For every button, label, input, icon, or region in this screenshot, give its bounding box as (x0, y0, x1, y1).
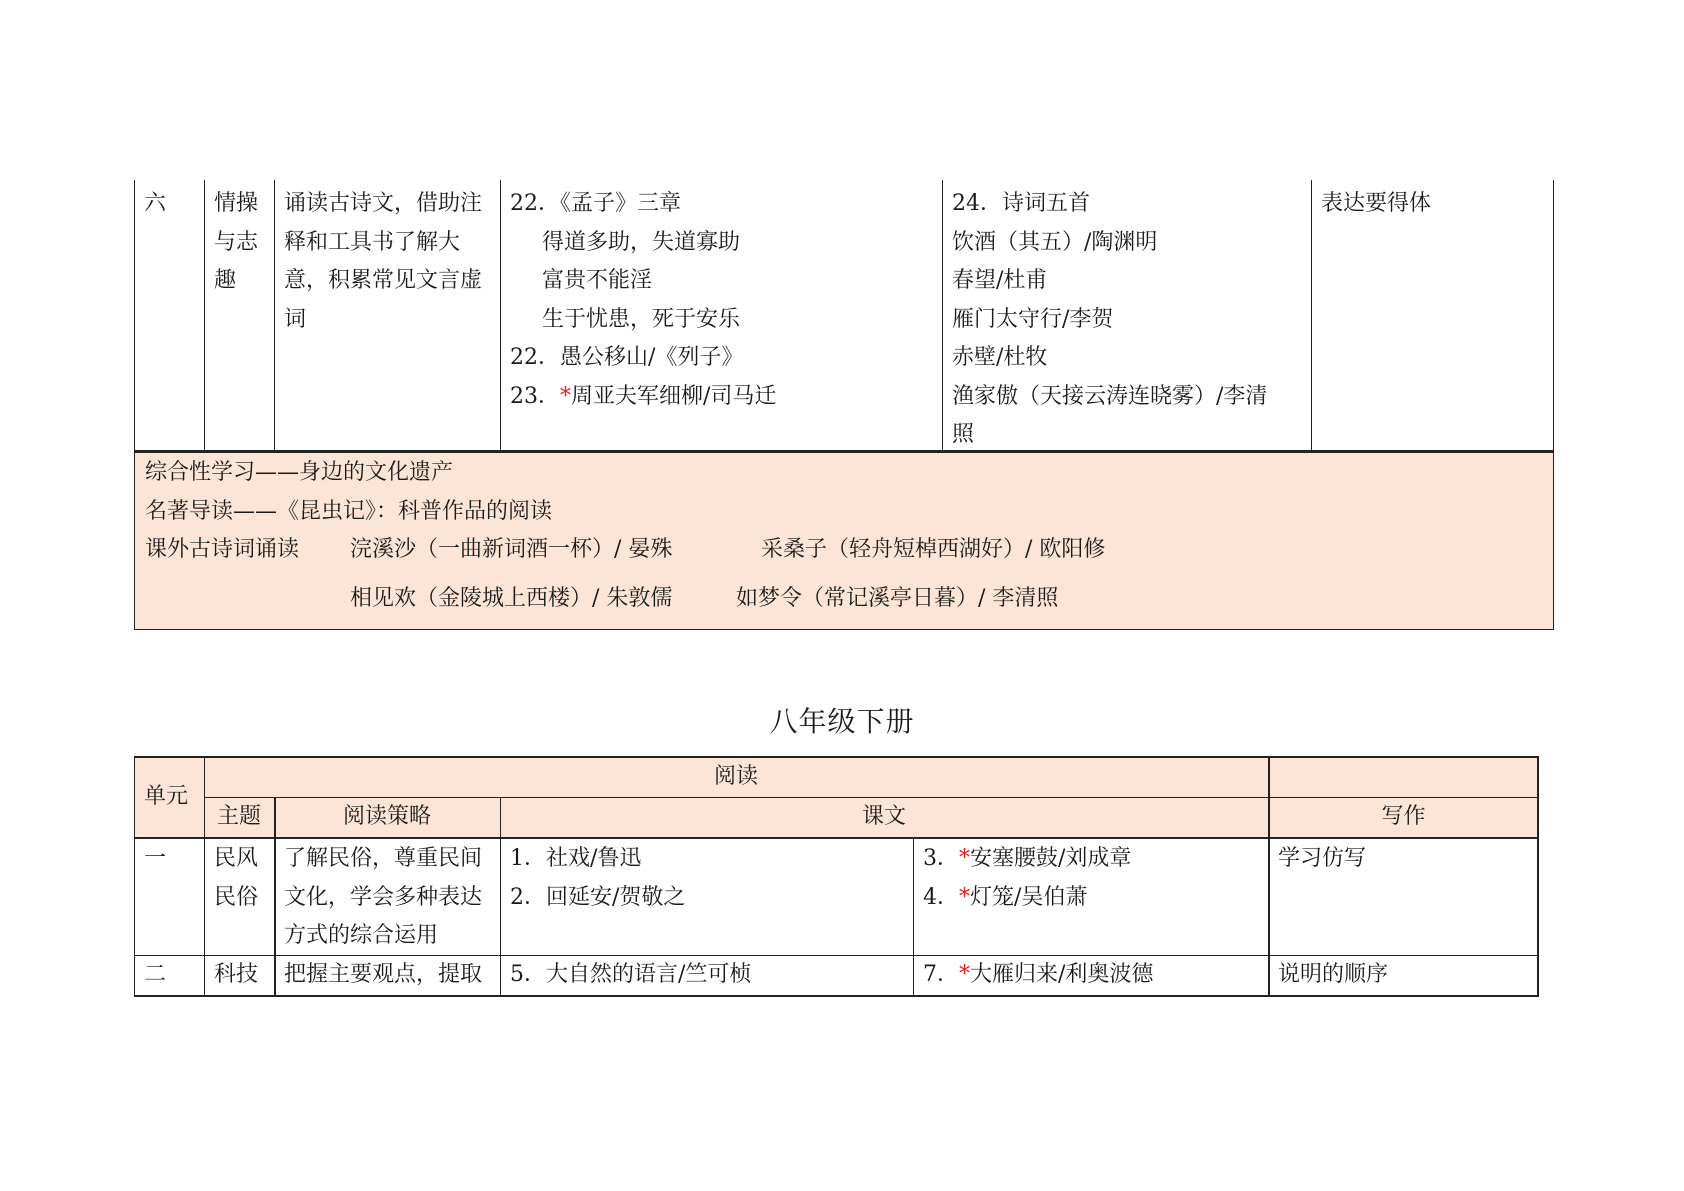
summary-bottom-border (134, 629, 1554, 630)
writing-topic: 学习仿写 (1278, 846, 1367, 871)
strategy-line: 释和工具书了解大 (284, 229, 461, 255)
row1-unit (144, 840, 166, 879)
summary-row (135, 453, 1553, 629)
row1-writing (1278, 840, 1366, 879)
header-theme: 主题 (216, 804, 261, 829)
row1-theme (214, 840, 258, 917)
summary-right-border (1553, 450, 1554, 630)
lesson-item: 照 (952, 422, 975, 447)
grade-title: 八年级下册 (769, 705, 915, 738)
col-divider (1268, 756, 1270, 997)
row1-texts-a (510, 840, 685, 917)
lesson-title: 安塞腰鼓/刘成章 (970, 846, 1132, 871)
table-bottom-border (134, 995, 1539, 997)
header-writing: 写作 (1381, 804, 1426, 829)
header-reading: 阅读 (713, 764, 758, 789)
writing-cell (1311, 185, 1563, 224)
texts-cell-a (500, 185, 952, 416)
lesson-item: 雁门太守行/李贺 (952, 306, 1114, 332)
extracurricular-poems-label: 课外古诗词诵读 (145, 537, 300, 562)
lesson-item: 2．回延安/贺敬之 (510, 884, 686, 910)
lesson-number: 3． (923, 846, 959, 871)
unit-label: 六 (144, 191, 167, 216)
lesson-item (510, 378, 952, 417)
row2-writing: 说明的顺序 (1278, 962, 1389, 987)
poem-item: 相见欢（金陵城上西楼）/ 朱敦儒 (350, 585, 673, 611)
grade8-book2-table (134, 756, 1539, 996)
lesson-item: 22．愚公移山/《列子》 (510, 345, 744, 370)
lesson-subitem: 生于忧患，死于安乐 (542, 306, 741, 332)
writing-topic: 表达要得体 (1321, 191, 1432, 216)
unit-label: 一 (144, 846, 167, 871)
texts-cell-b (942, 185, 1321, 455)
lesson-item: 赤壁/杜牧 (952, 345, 1048, 370)
strategy-line: 了解民俗，尊重民间 (284, 846, 483, 871)
lesson-subitem: 富贵不能淫 (542, 268, 653, 293)
comprehensive-learning: 综合性学习——身边的文化遗产 (145, 460, 454, 485)
summary-left-border (134, 450, 135, 630)
header-unit: 单元 (144, 784, 189, 809)
row2-theme: 科技 (214, 962, 259, 987)
continued-table (134, 180, 1554, 630)
self-study-star: * (959, 962, 970, 987)
strategy-line: 文化，学会多种表达 (284, 884, 483, 910)
extracurricular-poems-row (135, 531, 1553, 570)
lesson-title: 灯笼/吴伯萧 (970, 884, 1088, 910)
strategy-line: 诵读古诗文，借助注 (284, 191, 483, 216)
self-study-star: * (560, 383, 571, 409)
lesson-item: 1．社戏/鲁迅 (510, 846, 642, 871)
poem-item: 采桑子（轻舟短棹西湖好）/ 欧阳修 (761, 537, 1106, 562)
summary-top-border (134, 450, 1554, 453)
row2-strategy: 把握主要观点，提取 (284, 962, 483, 987)
header-bottom-border (134, 837, 1539, 839)
unit-cell (134, 185, 214, 224)
lesson-title: 大雁归来/利奥波德 (970, 962, 1154, 987)
lesson-item: 春望/杜甫 (952, 268, 1048, 293)
strategy-line: 方式的综合运用 (284, 923, 439, 948)
col-divider (913, 838, 914, 997)
theme-line: 情操 (214, 191, 259, 216)
lesson-title: 周亚夫军细柳/司马迁 (571, 383, 777, 409)
theme-line: 趣 (214, 268, 237, 293)
self-study-star: * (959, 846, 970, 871)
theme-line: 民风 (214, 846, 259, 871)
row2-texts-a: 5．大自然的语言/竺可桢 (510, 962, 752, 987)
classic-reading-guide: 名著导读——《昆虫记》：科普作品的阅读 (145, 498, 553, 524)
lesson-number: 23． (510, 383, 560, 409)
lesson-item (923, 879, 1131, 918)
theme-line: 与志 (214, 229, 259, 255)
extracurricular-poems-row-2 (135, 580, 1553, 619)
lesson-item: 渔家傲（天接云涛连晓雾）/李清 (952, 383, 1268, 409)
lesson-number: 7． (923, 962, 959, 987)
lesson-item: 24．诗词五首 (952, 191, 1090, 216)
row2-texts-b (923, 956, 1153, 995)
col-divider (134, 756, 135, 997)
col-divider (1537, 756, 1539, 997)
strategy-line: 意，积累常见文言虚 (284, 268, 483, 293)
poem-item: 如梦令（常记溪亭日暮）/ 李清照 (736, 585, 1059, 611)
header-strategy: 阅读策略 (342, 804, 431, 829)
header-texts: 课文 (861, 804, 906, 829)
strategy-cell (274, 185, 510, 339)
row2-unit: 二 (144, 962, 167, 987)
theme-line: 民俗 (214, 884, 259, 910)
lesson-item: 22．《孟子》三章 (510, 191, 681, 216)
lesson-subitem: 得道多助，失道寡助 (542, 229, 741, 255)
strategy-line: 词 (284, 306, 307, 332)
lesson-item: 饮酒（其五）/陶渊明 (952, 229, 1158, 255)
row1-texts-b (923, 840, 1131, 917)
self-study-star: * (959, 884, 970, 910)
lesson-item (923, 840, 1131, 879)
theme-cell (204, 185, 284, 301)
lesson-number: 4． (923, 884, 959, 910)
row1-strategy (284, 840, 482, 956)
poem-item: 浣溪沙（一曲新词酒一杯）/ 晏殊 (350, 537, 673, 562)
